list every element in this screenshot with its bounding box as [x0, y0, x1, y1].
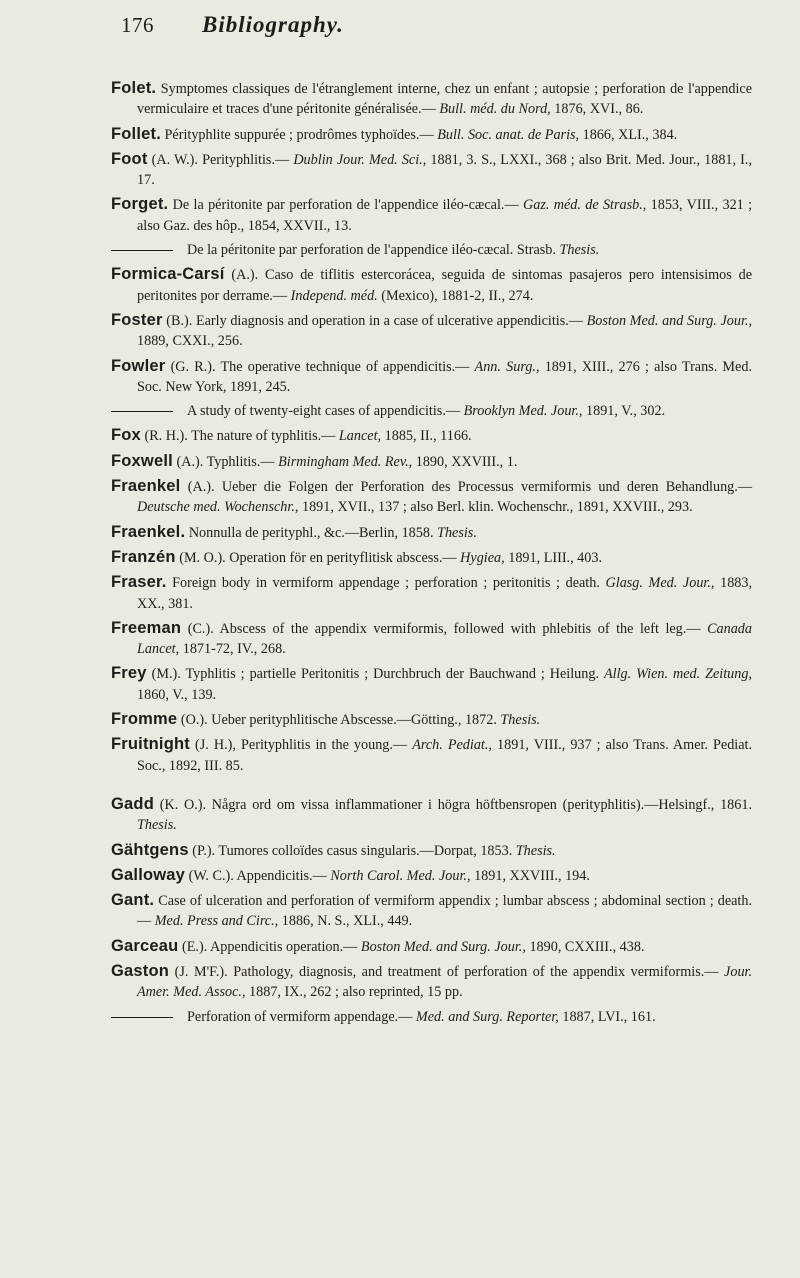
entry-initials: (M. O.). [179, 549, 226, 566]
bibliography-list [111, 78, 752, 1027]
entry-journal: Thesis. [559, 242, 600, 259]
entry-title: Symptomes classiques de l'étranglement interne, chez un enfant ; autopsie ; perforation de l'appendice vermiculaire et traces d'une péritonite généralisée.— [137, 81, 752, 118]
entry-title: De la péritonite par perforation de l'appendice iléo-cæcal. Strasb. [187, 242, 556, 259]
bibliography-entry [111, 734, 752, 776]
entry-citation: 1890, CXXIII., 438. [529, 938, 645, 955]
entry-journal: Gaz. méd. de Strasb., [522, 197, 647, 214]
bibliography-entry [111, 310, 752, 352]
ditto-dash [111, 411, 173, 412]
entry-title: Typhlitis ; partielle Peritonitis ; Durchbruch der Bauchwand ; Heilung. [185, 666, 600, 683]
entry-journal: Ann. Surg., [474, 358, 540, 375]
ditto-dash [111, 1017, 173, 1018]
entry-title: Abscess of the appendix vermiformis, followed with phlebitis of the left leg.— [219, 620, 701, 637]
entry-citation: 1886, N. S., XLI., 449. [281, 913, 413, 930]
entry-initials: (C.). [187, 620, 214, 637]
entry-author: Fromme [111, 710, 178, 729]
entry-author: Foster [111, 310, 163, 329]
entry-author: Fox [111, 426, 141, 445]
entry-journal: Med. Press and Circ., [154, 913, 279, 930]
entry-author: Foot [111, 149, 148, 168]
entry-author: Gant. [111, 891, 155, 910]
entry-journal: North Carol. Med. Jour., [330, 867, 471, 884]
entry-title: Nonnulla de perityphl., &c.—Berlin, 1858. [188, 524, 434, 541]
bibliography-entry [111, 356, 752, 398]
entry-journal: Thesis. [500, 712, 541, 729]
entry-citation: 1891, XXVIII., 194. [474, 867, 590, 884]
entry-citation: 1890, XXVIII., 1. [415, 453, 518, 470]
bibliography-entry [111, 451, 752, 472]
page-header [111, 12, 752, 56]
bibliography-entry [111, 149, 752, 191]
entry-citation: 1891, VIII., 937 ; also Trans. Amer. Pediat. Soc., 1892, III. 85. [137, 737, 753, 774]
entry-journal: Thesis. [515, 842, 556, 859]
entry-title: Några ord om vissa inflammationer i högra höftbensropen (perityphlitis).—Helsingf., 1861. [211, 796, 753, 813]
entry-title: Pathology, diagnosis, and treatment of perforation of the appendix vermiformis.— [233, 963, 719, 980]
entry-title: Caso de tiflitis estercorácea, seguida de sintomas pasajeros pero intensisimos de peritonites por derrame.— [137, 267, 753, 304]
entry-initials: (K. O.). [159, 796, 207, 813]
entry-author: Fraser. [111, 573, 167, 592]
entry-author: Formica-Carsí [111, 265, 225, 284]
entry-citation: 1871-72, IV., 268. [182, 641, 286, 658]
entry-citation: 1866, XLI., 384. [582, 126, 678, 143]
entry-citation: 1881, 3. S., LXXI., 368 ; also Brit. Med. Jour., 1881, I., 17. [137, 151, 753, 189]
bibliography-entry [111, 476, 752, 518]
bibliography-entry [111, 936, 752, 957]
entry-citation: 1887, IX., 262 ; also reprinted, 15 pp. [249, 984, 463, 1001]
entry-journal: Bull. méd. du Nord, [439, 101, 551, 118]
entry-title: Tumores colloïdes casus singularis.—Dorpat, 1853. [218, 842, 513, 859]
entry-title: Case of ulceration and perforation of vermiform appendix ; lumbar abscess ; abdominal section ; death.— [137, 893, 753, 930]
entry-initials: (M.). [151, 666, 181, 683]
bibliography-entry [111, 264, 752, 306]
entry-initials: (A.). [176, 453, 204, 470]
bibliography-entry [111, 663, 752, 705]
bibliography-entry [111, 961, 752, 1003]
entry-title: The nature of typhlitis.— [191, 428, 336, 445]
bibliography-entry [111, 618, 752, 660]
entry-journal: Thesis. [437, 524, 477, 541]
entry-author: Gadd [111, 794, 154, 813]
entry-title: Typhlitis.— [206, 453, 275, 470]
entry-citation: (Mexico), 1881-2, II., 274. [381, 287, 534, 304]
bibliography-entry [111, 709, 752, 730]
entry-citation: 1876, XVI., 86. [554, 101, 644, 118]
bibliography-entry [111, 840, 752, 861]
entry-journal: Lancet, [338, 428, 382, 445]
entry-author: Fowler [111, 356, 166, 375]
entry-journal: Birmingham Med. Rev., [278, 453, 413, 470]
entry-journal: Boston Med. and Surg. Jour., [360, 938, 526, 955]
entry-initials: (P.). [192, 842, 216, 859]
entry-author: Fraenkel [111, 477, 181, 496]
entry-citation: 1887, LVI., 161. [562, 1008, 656, 1025]
entry-initials: (G. R.). [170, 358, 216, 375]
entry-initials: (A.). [187, 479, 215, 496]
entry-initials: (R. H.). [144, 428, 188, 445]
entry-title: Operation för en perityflitisk abscess.— [229, 549, 457, 566]
entry-title: Perityphlitis.— [202, 151, 290, 168]
entry-initials: (W. C.). [188, 867, 234, 884]
entry-author: Garceau [111, 936, 179, 955]
bibliography-entry [111, 124, 752, 145]
entry-author: Folet. [111, 79, 157, 97]
entry-author: Forget. [111, 195, 169, 214]
bibliography-entry [111, 194, 752, 236]
entry-journal: Glasg. Med. Jour., [605, 575, 715, 592]
bibliography-entry [111, 890, 752, 932]
entry-title: Ueber perityphlitische Abscesse.—Götting., 1872. [211, 712, 497, 729]
entry-journal: Thesis. [137, 817, 177, 834]
bibliography-entry [111, 78, 752, 120]
entry-initials: (B.). [166, 312, 193, 329]
entry-title: De la péritonite par perforation de l'appendice iléo-cæcal.— [172, 197, 519, 214]
entry-title: Pérityphlite suppurée ; prodrômes typhoïdes.— [164, 126, 434, 143]
entry-initials: (A. W.). [151, 151, 198, 168]
entry-journal: Arch. Pediat., [412, 737, 492, 754]
entry-title: Ueber die Folgen der Perforation des Processus vermiformis und deren Behandlung.— [221, 479, 753, 496]
entry-journal: Independ. méd. [290, 287, 378, 304]
entry-title: Perityphlitis in the young.— [241, 737, 408, 754]
entry-author: Franzén [111, 547, 176, 566]
bibliography-entry [111, 865, 752, 886]
entry-citation: 1885, II., 1166. [384, 428, 472, 445]
entry-author: Fraenkel. [111, 522, 186, 541]
bibliography-entry [111, 547, 752, 568]
entry-author: Fruitnight [111, 735, 190, 754]
bibliography-entry [111, 401, 752, 421]
entry-initials: (A.). [231, 267, 259, 284]
entry-journal: Boston Med. and Surg. Jour., [586, 312, 753, 329]
entry-title: A study of twenty-eight cases of appendicitis.— [187, 403, 461, 420]
entry-author: Gähtgens [111, 840, 189, 859]
entry-author: Freeman [111, 618, 182, 637]
entry-citation: 1889, CXXI., 256. [137, 333, 243, 350]
page-number: 176 [121, 13, 154, 37]
entry-journal: Hygiea, [460, 549, 505, 566]
bibliography-entry [111, 1007, 752, 1027]
bibliography-entry [111, 522, 752, 543]
running-title: Bibliography. [202, 12, 344, 37]
entry-journal: Canada Lancet, [137, 620, 752, 658]
entry-citation: 1891, V., 302. [586, 403, 666, 420]
entry-journal: Dublin Jour. Med. Sci., [293, 151, 427, 168]
entry-journal: Deutsche med. Wochenschr., [137, 499, 299, 516]
entry-author: Gaston [111, 961, 170, 980]
entry-author: Frey [111, 664, 147, 683]
entry-citation: 1891, XIII., 276 ; also Trans. Med. Soc. New York, 1891, 245. [137, 358, 752, 395]
bibliography-entry [111, 572, 752, 614]
entry-initials: (E.). [182, 938, 208, 955]
entry-title: Perforation of vermiform appendage.— [187, 1008, 413, 1025]
bibliography-entry [111, 794, 752, 836]
entry-initials: (O.). [180, 712, 208, 729]
entry-citation: 1853, VIII., 321 ; also Gaz. des hôp., 1854, XXVII., 13. [137, 197, 753, 234]
entry-citation: 1860, V., 139. [137, 686, 217, 703]
entry-citation: 1883, XX., 381. [137, 575, 753, 612]
entry-journal: Allg. Wien. med. Zeitung, [603, 666, 753, 683]
entry-journal: Bull. Soc. anat. de Paris, [437, 126, 580, 143]
bibliography-entry [111, 425, 752, 446]
entry-journal: Jour. Amer. Med. Assoc., [137, 963, 753, 1001]
entry-initials: (J. H.), [195, 737, 236, 754]
entry-citation: 1891, LIII., 403. [508, 549, 603, 566]
entry-title: Foreign body in vermiform appendage ; perforation ; peritonitis ; death. [172, 575, 600, 592]
entry-citation: 1891, XVII., 137 ; also Berl. klin. Wochenschr., 1891, XXVIII., 293. [301, 499, 693, 516]
entry-title: Appendicitis.— [236, 867, 327, 884]
entry-initials: (J. M'F.). [174, 963, 228, 980]
ditto-dash [111, 250, 173, 251]
entry-title: Appendicitis operation.— [209, 938, 358, 955]
entry-author: Foxwell [111, 451, 173, 470]
bibliography-entry [111, 240, 752, 260]
entry-author: Galloway [111, 865, 186, 884]
entry-author: Follet. [111, 124, 161, 143]
entry-journal: Med. and Surg. Reporter, [415, 1008, 559, 1025]
entry-title: The operative technique of appendicitis.— [220, 358, 470, 375]
entry-title: Early diagnosis and operation in a case of ulcerative appendicitis.— [195, 312, 583, 329]
entry-journal: Brooklyn Med. Jour., [463, 403, 583, 420]
